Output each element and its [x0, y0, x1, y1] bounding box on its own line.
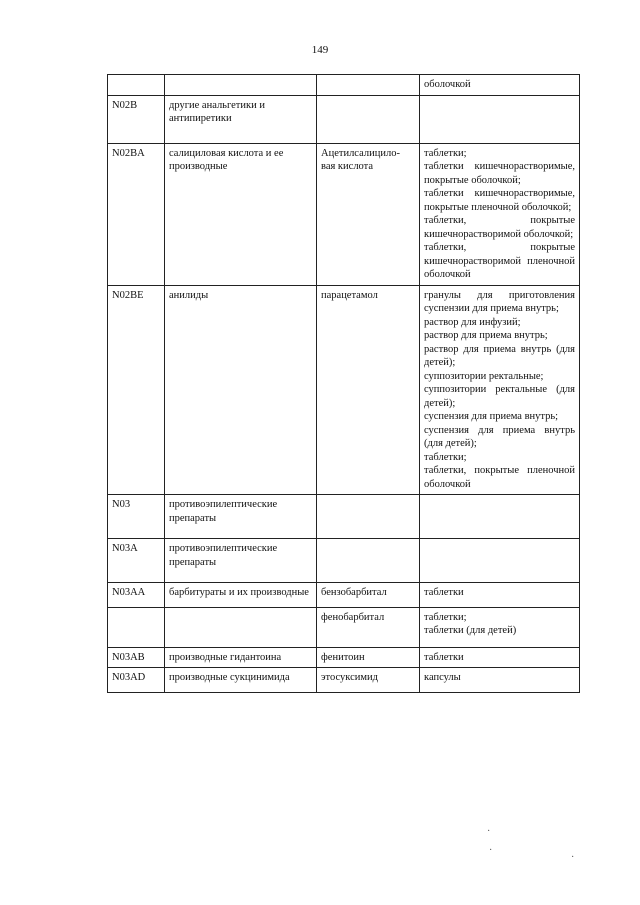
dosage-form-line: таблетки — [424, 651, 464, 663]
dosage-form-line: раствор для приема внутрь; — [424, 330, 548, 341]
atc-code-cell-text: N03 — [112, 499, 131, 510]
group-name-cell — [165, 539, 317, 583]
dosage-forms-cell — [420, 647, 580, 668]
atc-code-cell — [108, 143, 165, 285]
dosage-forms-cell — [420, 95, 580, 143]
dosage-form-line: таблетки (для детей) — [424, 625, 517, 636]
scan-speck: · — [489, 845, 493, 856]
dosage-form-line: таблетки; — [424, 611, 467, 623]
table-row — [108, 539, 580, 583]
group-name-cell-text: противоэпилептические препараты — [169, 499, 278, 524]
dosage-forms-cell — [420, 75, 580, 96]
table-row — [108, 95, 580, 143]
atc-code-cell-text: N02BA — [112, 147, 145, 159]
atc-code-cell — [108, 647, 165, 668]
atc-code-cell-text: N02B — [112, 99, 138, 111]
table-row — [108, 285, 580, 495]
dosage-forms-cell — [420, 668, 580, 693]
dosage-forms-cell — [420, 539, 580, 583]
group-name-cell-text: производные гидантоина — [169, 651, 282, 663]
inn-cell-text: бензобарбитал — [321, 587, 387, 598]
inn-cell-text: этосуксимид — [321, 672, 378, 683]
inn-cell-text: фенобарбитал — [321, 611, 385, 623]
inn-cell-text: Ацетилсалицило- вая кислота — [321, 147, 400, 172]
dosage-forms-cell — [420, 285, 580, 495]
atc-code-cell — [108, 668, 165, 693]
inn-cell — [317, 607, 420, 647]
group-name-cell — [165, 495, 317, 539]
dosage-form-line: капсулы — [424, 672, 461, 683]
inn-cell — [317, 495, 420, 539]
group-name-cell-text: анилиды — [169, 289, 209, 301]
dosage-forms-cell — [420, 607, 580, 647]
atc-code-cell — [108, 607, 165, 647]
table-row — [108, 583, 580, 608]
atc-code-cell — [108, 95, 165, 143]
atc-code-cell-text: N03AD — [112, 672, 146, 683]
group-name-cell-text: другие анальгетики и антипиретики — [169, 99, 265, 124]
group-name-cell-text: противоэпилептические препараты — [169, 543, 278, 568]
drug-table — [107, 74, 580, 693]
atc-code-cell-text: N02BE — [112, 289, 144, 301]
dosage-form-line: суспензия для приема внутрь (для детей); — [424, 424, 575, 449]
dosage-forms-cell — [420, 143, 580, 285]
dosage-form-line: таблетки — [424, 587, 464, 598]
group-name-cell — [165, 647, 317, 668]
inn-cell — [317, 285, 420, 495]
dosage-form-line: суспензия для приема внутрь; — [424, 411, 559, 422]
group-name-cell — [165, 75, 317, 96]
dosage-form-line: раствор для приема внутрь (для детей); — [424, 343, 575, 368]
dosage-form-line: суппозитории ректальные (для детей); — [424, 384, 575, 409]
dosage-form-line: таблетки, покрытые пленочной оболочкой — [424, 465, 575, 490]
atc-code-cell-text: N03AB — [112, 651, 145, 663]
inn-cell — [317, 539, 420, 583]
atc-code-cell-text: N03AA — [112, 587, 146, 598]
dosage-form-line: таблетки, покрытые кишечнорастворимой оболочкой; — [424, 215, 575, 240]
inn-cell-text: парацетамол — [321, 289, 378, 301]
dosage-forms-cell — [420, 495, 580, 539]
dosage-form-line: суппозитории ректальные; — [424, 370, 544, 382]
inn-cell — [317, 583, 420, 608]
group-name-cell-text: салициловая кислота и ее производные — [169, 147, 284, 172]
atc-code-cell — [108, 75, 165, 96]
table-row — [108, 495, 580, 539]
dosage-form-line: таблетки кишечнорастворимые, покрытые пленочной оболочкой; — [424, 188, 575, 213]
atc-code-cell-text: N03A — [112, 543, 138, 554]
dosage-form-line: таблетки; — [424, 451, 467, 463]
group-name-cell — [165, 95, 317, 143]
group-name-cell-text: барбитураты и их производные — [169, 587, 309, 598]
scan-speck: · — [571, 852, 575, 863]
atc-code-cell — [108, 495, 165, 539]
atc-code-cell — [108, 539, 165, 583]
group-name-cell — [165, 143, 317, 285]
table-row — [108, 668, 580, 693]
atc-code-cell — [108, 583, 165, 608]
inn-cell — [317, 647, 420, 668]
group-name-cell-text: производные сукцинимида — [169, 672, 290, 683]
group-name-cell — [165, 607, 317, 647]
inn-cell — [317, 668, 420, 693]
table-row — [108, 607, 580, 647]
page-number: 149 — [311, 44, 329, 56]
table-row — [108, 75, 580, 96]
scan-speck: · — [487, 826, 491, 837]
inn-cell — [317, 75, 420, 96]
dosage-form-line: гранулы для приготовления суспензии для приема внутрь; — [424, 289, 575, 314]
dosage-form-line: таблетки; — [424, 147, 467, 159]
table-row — [108, 647, 580, 668]
group-name-cell — [165, 583, 317, 608]
dosage-form-line: таблетки, покрытые кишечнорастворимой пленочной оболочкой — [424, 242, 575, 280]
dosage-form-line: раствор для инфузий; — [424, 316, 521, 328]
dosage-form-line: оболочкой — [424, 79, 471, 90]
inn-cell-text: фенитоин — [321, 651, 365, 663]
atc-code-cell — [108, 285, 165, 495]
dosage-forms-cell — [420, 583, 580, 608]
dosage-form-line: таблетки кишечнорастворимые, покрытые оболочкой; — [424, 161, 575, 186]
group-name-cell — [165, 285, 317, 495]
group-name-cell — [165, 668, 317, 693]
inn-cell — [317, 143, 420, 285]
inn-cell — [317, 95, 420, 143]
table-row — [108, 143, 580, 285]
table-body — [108, 75, 580, 693]
